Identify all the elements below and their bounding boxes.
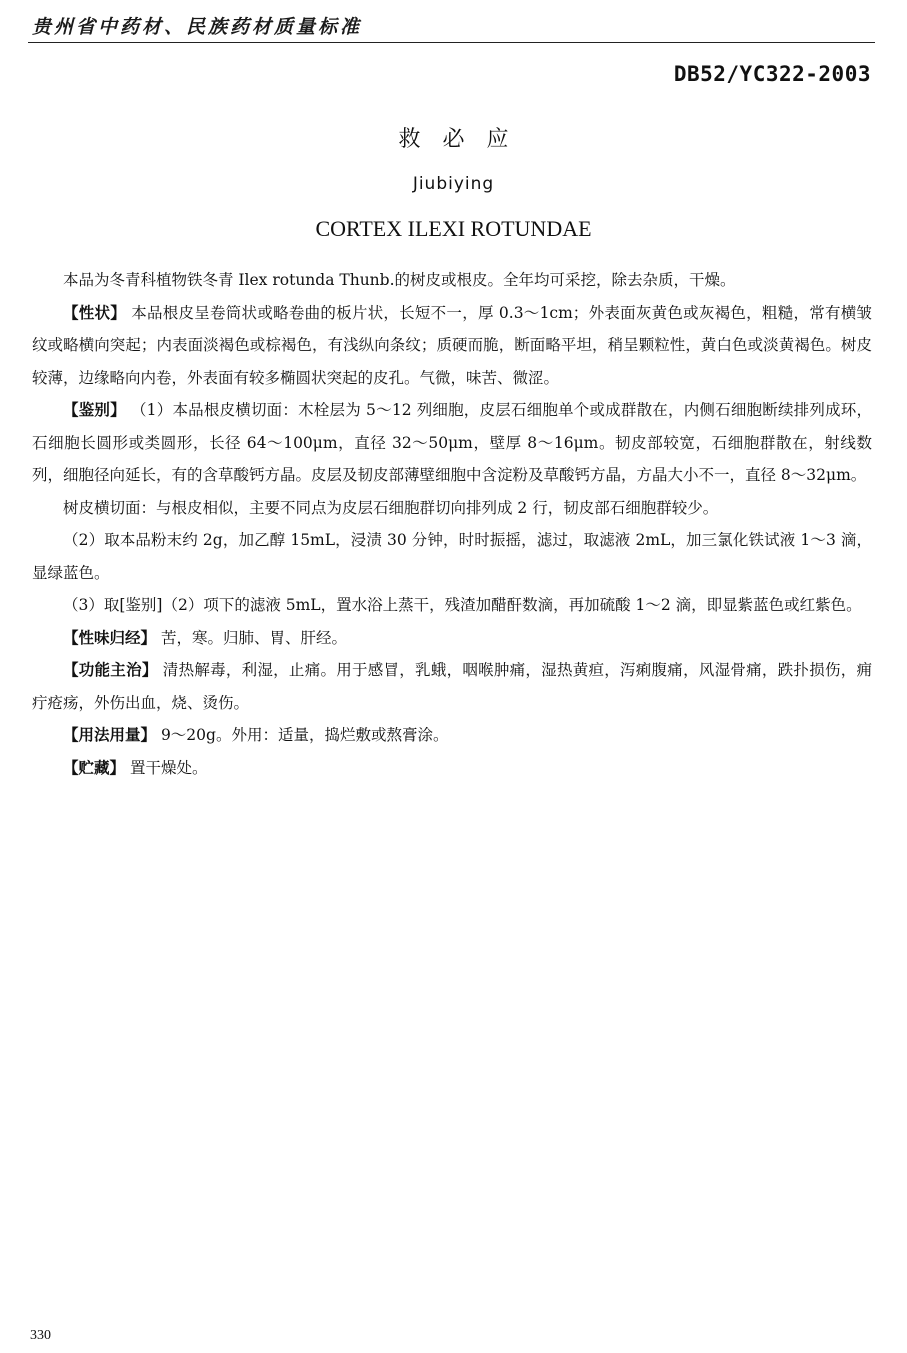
monograph-title-latin: CORTEX ILEXI ROTUNDAE xyxy=(315,216,592,241)
monograph-title-pinyin: Jiubiying xyxy=(412,174,495,194)
paragraph-identification-2 xyxy=(32,524,872,589)
section-label: 【鉴别】 xyxy=(63,401,126,419)
monograph-title-chinese: 救必应 xyxy=(398,127,531,152)
paragraph-text: 苦，寒。归肺、胃、肝经。 xyxy=(156,628,347,647)
section-label: 【性味归经】 xyxy=(63,628,157,647)
paragraph-text: （3）取[鉴别]（2）项下的滤液 5mL，置水浴上蒸干，残渣加醋酐数滴，再加硫酸 1～2 滴，即显紫蓝色或红紫色。 xyxy=(63,596,862,614)
section-label: 【贮藏】 xyxy=(63,758,126,777)
running-header-title: 贵州省中药材、民族药材质量标准 xyxy=(32,16,363,38)
section-label: 【功能主治】 xyxy=(63,661,158,679)
header-divider xyxy=(28,42,875,43)
paragraph-text: 本品为冬青科植物铁冬青 Ilex rotunda Thunb.的树皮或根皮。全年均可采挖，除去杂质，干燥。 xyxy=(63,271,736,289)
paragraph-text: 本品根皮呈卷筒状或略卷曲的板片状，长短不一，厚 0.3～1cm；外表面灰黄色或灰褐色，粗糙，常有横皱纹或略横向突起；内表面淡褐色或棕褐色，有浅纵向条纹；质硬而脆，断面略平坦，稍呈颗粒性，黄白色或淡黄褐色。树皮较薄，边缘略向内卷，外表面有较多椭圆状突起的皮孔。气微，味苦、微涩。 xyxy=(32,303,872,387)
paragraph-dosage xyxy=(32,719,872,752)
paragraph-text: （1）本品根皮横切面：木栓层为 5～12 列细胞，皮层石细胞单个或成群散在，内侧石细胞断续排列成环，石细胞长圆形或类圆形，长径 64～100μm，直径 32～50μm，壁厚 8～16μm。韧皮部较宽，石细胞群散在，射线数列，细胞径向延长，有的含草酸钙方晶。皮层及韧皮部薄壁细胞中含淀粉及草酸钙方晶，方晶大小不一，直径 8～32μm。 xyxy=(32,401,872,484)
paragraph-description xyxy=(32,297,872,395)
section-label: 【用法用量】 xyxy=(63,726,157,744)
paragraph-storage xyxy=(32,752,872,785)
paragraph-text: 清热解毒，利湿，止痛。用于感冒，乳蛾，咽喉肿痛，湿热黄疸，泻痢腹痛，风湿骨痛，跌扑损伤，痈疔疮疡，外伤出血，烧、烫伤。 xyxy=(32,661,872,712)
paragraph-bark-section xyxy=(32,492,872,525)
standard-code: DB52/YC322-2003 xyxy=(673,62,871,86)
page-number: 330 xyxy=(30,1328,51,1343)
paragraph-text: 9～20g。外用：适量，捣烂敷或熬膏涂。 xyxy=(156,726,449,744)
monograph-body xyxy=(32,264,872,784)
section-label: 【性状】 xyxy=(63,303,127,322)
paragraph-functions xyxy=(32,654,872,719)
paragraph-source xyxy=(32,264,872,297)
paragraph-text: （2）取本品粉末约 2g，加乙醇 15mL，浸渍 30 分钟，时时振摇，滤过，取滤液 2mL，加三氯化铁试液 1～3 滴，显绿蓝色。 xyxy=(32,531,872,582)
paragraph-identification-3 xyxy=(32,589,872,622)
paragraph-text: 置干燥处。 xyxy=(125,758,208,777)
paragraph-nature-meridian xyxy=(32,622,872,655)
paragraph-text: 树皮横切面：与根皮相似，主要不同点为皮层石细胞群切向排列成 2 行，韧皮部石细胞群较少。 xyxy=(63,498,719,517)
paragraph-identification xyxy=(32,394,872,492)
